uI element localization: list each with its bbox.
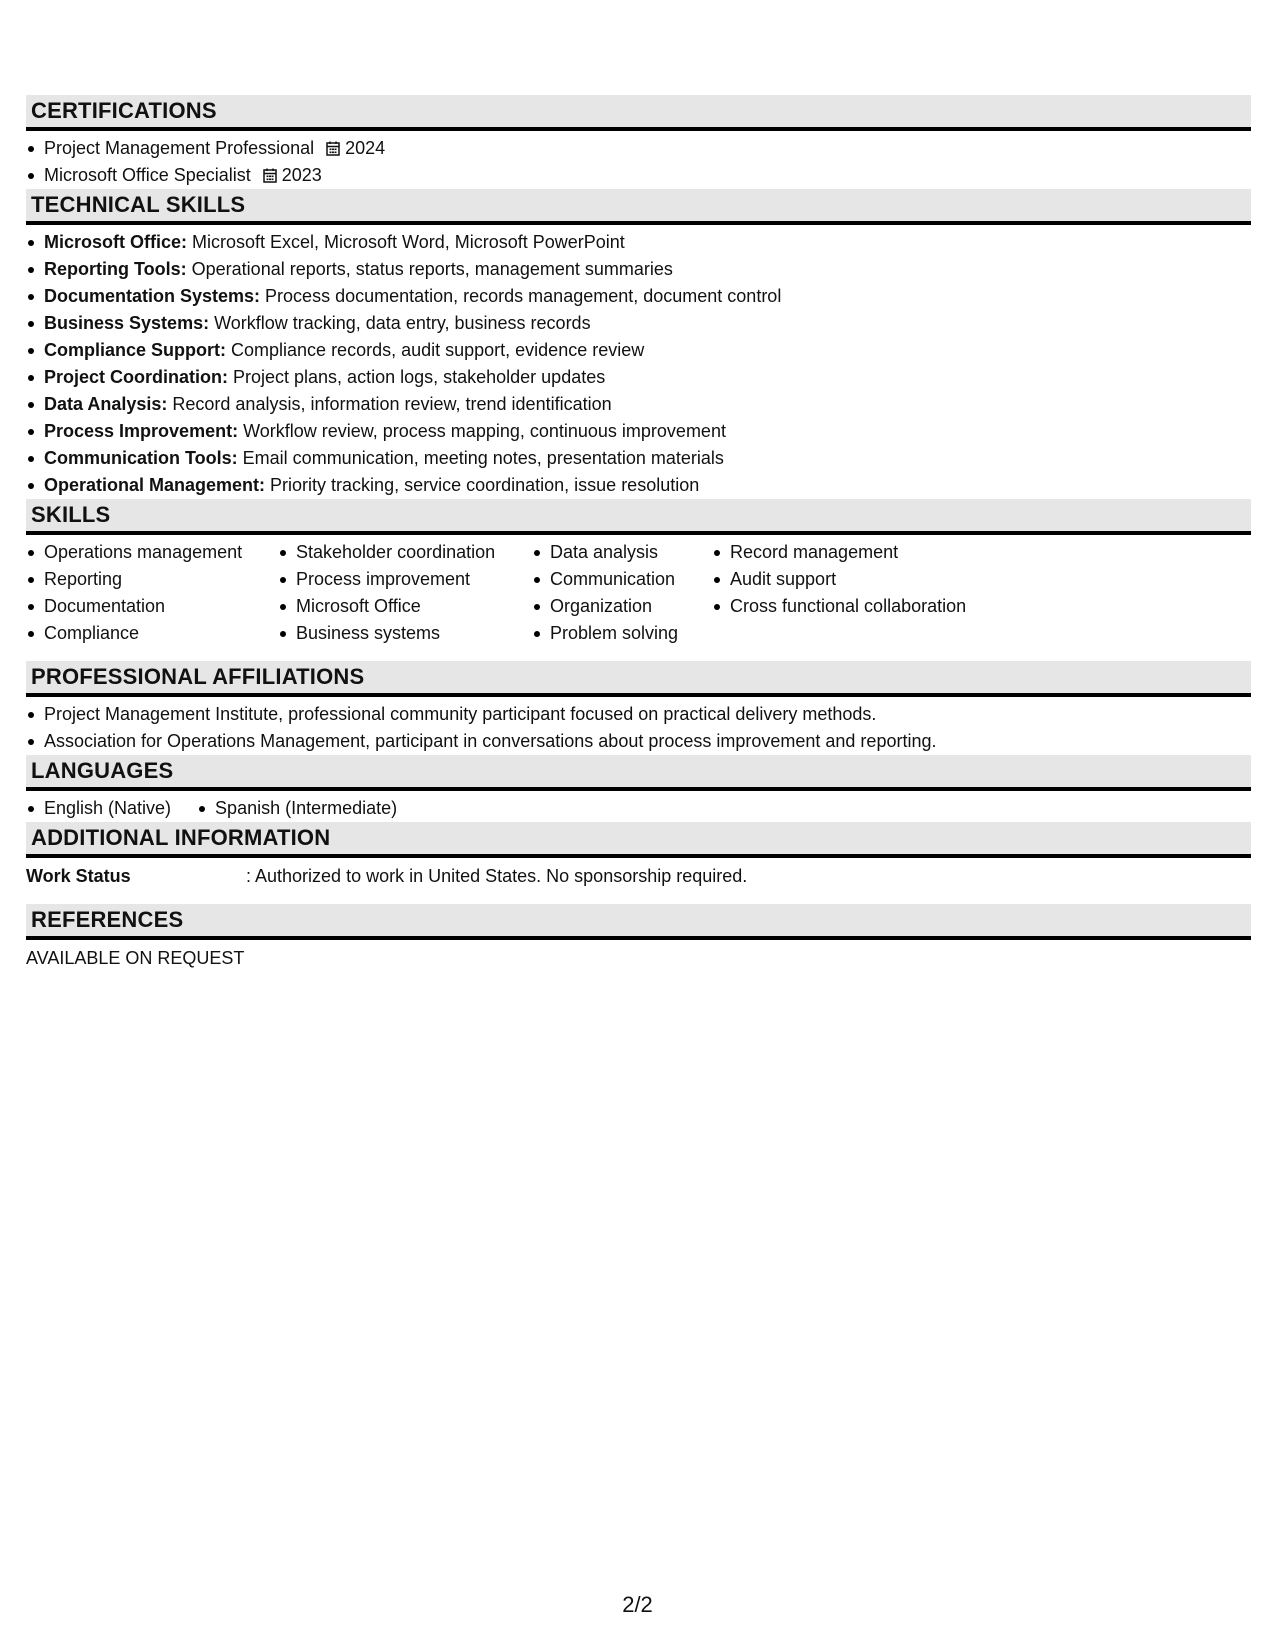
skill-item: Compliance	[26, 620, 278, 647]
technical-skills-list	[26, 229, 1251, 499]
skill-item: Microsoft Office	[278, 593, 532, 620]
technical-skill-value: Workflow tracking, data entry, business records	[209, 313, 591, 333]
affiliations-list	[26, 701, 1251, 755]
references-text: AVAILABLE ON REQUEST	[26, 948, 245, 968]
technical-skill-label: Data Analysis:	[44, 394, 168, 414]
technical-skill-value: Priority tracking, service coordination, issue resolution	[265, 475, 700, 495]
technical-skill-item	[26, 391, 1251, 418]
technical-skill-value: Process documentation, records management, document control	[260, 286, 782, 306]
section-heading-languages: LANGUAGES	[26, 755, 1251, 791]
section-heading-certifications: CERTIFICATIONS	[26, 95, 1251, 131]
skill-item: Data analysis	[532, 539, 712, 566]
section-heading-technical-skills: TECHNICAL SKILLS	[26, 189, 1251, 225]
technical-skill-item	[26, 229, 1251, 256]
skill-item: Stakeholder coordination	[278, 539, 532, 566]
language-item: Spanish (Intermediate)	[197, 795, 397, 822]
technical-skill-value: Operational reports, status reports, management summaries	[186, 259, 673, 279]
calendar-icon	[326, 137, 340, 152]
calendar-icon	[263, 164, 277, 179]
skills-column	[712, 539, 1012, 647]
skill-item: Documentation	[26, 593, 278, 620]
skill-item: Operations management	[26, 539, 278, 566]
skill-item: Communication	[532, 566, 712, 593]
skills-grid	[26, 539, 1251, 647]
resume-page	[26, 95, 1251, 969]
technical-skill-item	[26, 310, 1251, 337]
page-number: 2/2	[622, 1592, 653, 1617]
technical-skill-value: Microsoft Excel, Microsoft Word, Microsoft PowerPoint	[187, 232, 625, 252]
section-heading-skills: SKILLS	[26, 499, 1251, 535]
certification-item	[26, 135, 1251, 162]
technical-skill-value: Email communication, meeting notes, presentation materials	[237, 448, 724, 468]
certification-item	[26, 162, 1251, 189]
technical-skill-item	[26, 364, 1251, 391]
skill-item: Problem solving	[532, 620, 712, 647]
technical-skill-label: Business Systems:	[44, 313, 210, 333]
certification-year: 2024	[345, 138, 386, 158]
technical-skill-item	[26, 445, 1251, 472]
work-status-row	[26, 858, 1251, 888]
technical-skill-label: Reporting Tools:	[44, 259, 187, 279]
skill-item: Organization	[532, 593, 712, 620]
technical-skill-label: Documentation Systems:	[44, 286, 261, 306]
certification-name: Microsoft Office Specialist	[44, 165, 251, 185]
skill-item: Business systems	[278, 620, 532, 647]
affiliation-item: Project Management Institute, professional community participant focused on practical delivery methods.	[26, 701, 1251, 728]
technical-skill-value: Record analysis, information review, trend identification	[167, 394, 612, 414]
skill-item: Cross functional collaboration	[712, 593, 1012, 620]
technical-skill-item	[26, 472, 1251, 499]
affiliation-item: Association for Operations Management, participant in conversations about process improvement and reporting.	[26, 728, 1251, 755]
technical-skill-label: Compliance Support:	[44, 340, 227, 360]
technical-skill-label: Operational Management:	[44, 475, 266, 495]
technical-skill-label: Communication Tools:	[44, 448, 238, 468]
skills-column	[278, 539, 532, 647]
skill-item: Process improvement	[278, 566, 532, 593]
skill-item: Reporting	[26, 566, 278, 593]
section-heading-affiliations: PROFESSIONAL AFFILIATIONS	[26, 661, 1251, 697]
technical-skill-item	[26, 418, 1251, 445]
section-heading-additional-info: ADDITIONAL INFORMATION	[26, 822, 1251, 858]
skills-column	[26, 539, 278, 647]
technical-skill-value: Compliance records, audit support, evidence review	[226, 340, 645, 360]
language-item: English (Native)	[26, 795, 171, 822]
technical-skill-label: Process Improvement:	[44, 421, 239, 441]
technical-skill-value: Workflow review, process mapping, continuous improvement	[238, 421, 726, 441]
skill-item: Record management	[712, 539, 1012, 566]
skills-column	[532, 539, 712, 647]
technical-skill-label: Project Coordination:	[44, 367, 228, 387]
work-status-value: : Authorized to work in United States. No sponsorship required.	[246, 866, 748, 886]
section-heading-references: REFERENCES	[26, 904, 1251, 940]
work-status-label: Work Status	[26, 866, 131, 886]
certification-name: Project Management Professional	[44, 138, 315, 158]
certifications-list	[26, 135, 1251, 189]
technical-skill-label: Microsoft Office:	[44, 232, 188, 252]
skill-item: Audit support	[712, 566, 1012, 593]
certification-year: 2023	[281, 165, 322, 185]
technical-skill-item	[26, 337, 1251, 364]
technical-skill-value: Project plans, action logs, stakeholder updates	[228, 367, 606, 387]
technical-skill-item	[26, 283, 1251, 310]
technical-skill-item	[26, 256, 1251, 283]
languages-list	[26, 795, 1251, 822]
